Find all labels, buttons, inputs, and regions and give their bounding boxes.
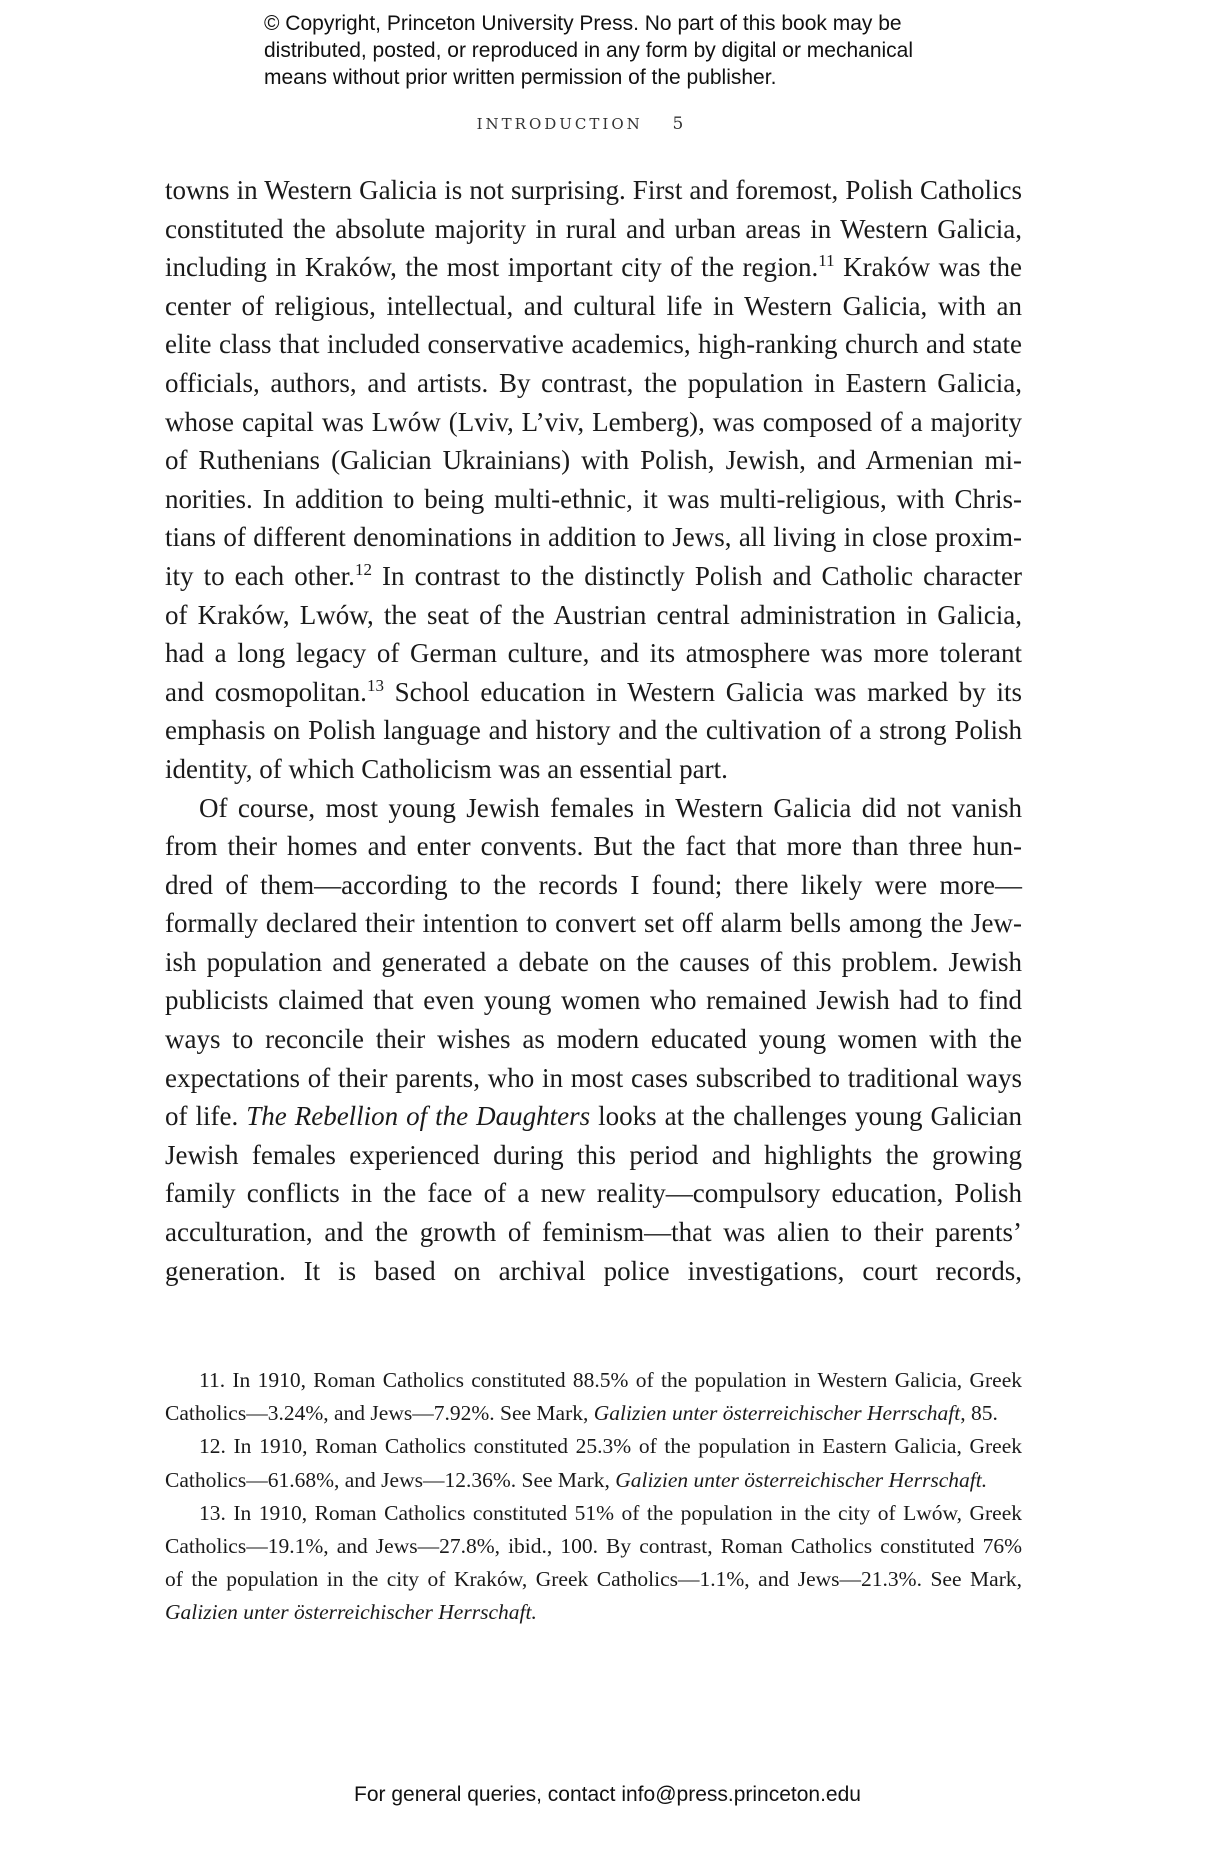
text-run: and cosmopolitan. <box>165 676 367 707</box>
text-run: towns in Western Galicia is not surprising. First and foremost, Polish Catholics <box>165 175 1022 205</box>
text-run: 13. In 1910, Roman Catholics constituted 51% of the population in the city of Lwów, Greek <box>199 1500 1022 1525</box>
text-run: of Kraków, Lwów, the seat of the Austrian central administration in Galicia, <box>165 599 1022 630</box>
text-run: of the population in the city of Kraków, Greek Catholics—1.1%, and Jews—21.3%. See Mark, <box>165 1567 1022 1592</box>
body-line <box>165 557 1022 596</box>
footnote-reference: 11 <box>818 251 835 271</box>
body-line <box>165 981 1022 1020</box>
footnote-line <box>165 1596 1022 1629</box>
body-line <box>165 1174 1022 1213</box>
text-run: from their homes and enter convents. But the fact that more than three hun- <box>165 831 1022 862</box>
text-run: ways to reconcile their wishes as modern educated young women with the <box>165 1024 1022 1055</box>
copyright-line: © Copyright, Princeton University Press. No part of this book may be <box>264 12 902 35</box>
page-number: 5 <box>672 114 684 134</box>
body-line <box>165 518 1022 557</box>
text-run: tians of different denominations in addition to Jews, all living in close proxim- <box>165 522 1022 553</box>
body-line <box>165 1059 1022 1098</box>
footnote-line <box>165 1397 1022 1430</box>
copyright-line: distributed, posted, or reproduced in any form by digital or mechanical <box>264 39 914 62</box>
footnotes <box>165 1364 1022 1630</box>
text-run: elite class that included conservative academics, high-ranking church and state <box>165 329 1022 360</box>
footer-text: For general queries, contact info@press.princeton.edu <box>354 1783 861 1806</box>
body-line <box>165 711 1022 750</box>
body-line <box>165 1252 1022 1291</box>
text-run: 11. In 1910, Roman Catholics constituted 88.5% of the population in Western Galicia, Greek <box>199 1368 1022 1392</box>
italic-title: The Rebellion of the Daughters <box>246 1101 591 1132</box>
body-line <box>165 1020 1022 1059</box>
copyright-notice <box>264 10 1024 91</box>
body-line <box>165 171 1022 210</box>
italic-title: Galizien unter österreichischer Herrschaft <box>593 1401 961 1426</box>
text-run: norities. In addition to being multi-ethnic, it was multi-religious, with Chris- <box>165 483 1022 514</box>
text-run: dred of them—according to the records I found; there likely were more— <box>165 869 1022 900</box>
body-line <box>165 480 1022 519</box>
text-run: Catholics—61.68%, and Jews—12.36%. See Mark, <box>165 1467 616 1492</box>
text-run: ish population and generated a debate on the causes of this problem. Jewish <box>165 946 1022 977</box>
footnote-line <box>165 1464 1022 1497</box>
body-line <box>165 866 1022 905</box>
text-run: publicists claimed that even young women who remained Jewish had to find <box>165 985 1022 1016</box>
footnote-line <box>165 1563 1022 1596</box>
body-line <box>165 596 1022 635</box>
text-run: constituted the absolute majority in rural and urban areas in Western Galicia, <box>165 213 1022 244</box>
body-line <box>165 441 1022 480</box>
footnote-reference: 13 <box>366 675 384 695</box>
footer-contact <box>0 1783 1225 1807</box>
text-run: officials, authors, and artists. By contrast, the population in Eastern Galicia, <box>165 367 1022 398</box>
body-line <box>165 789 1022 828</box>
text-run: 12. In 1910, Roman Catholics constituted 25.3% of the population in Eastern Galicia, Greek <box>199 1434 1022 1459</box>
body-line <box>165 325 1022 364</box>
body-line <box>165 1097 1022 1136</box>
text-run: Catholics—19.1%, and Jews—27.8%, ibid., 100. By contrast, Roman Catholics constituted 76% <box>165 1533 1022 1558</box>
body-line <box>165 364 1022 403</box>
body-line <box>165 248 1022 287</box>
text-run: Kraków was the <box>834 252 1023 283</box>
footnote-reference: 12 <box>354 559 372 579</box>
body-line <box>165 1136 1022 1175</box>
text-run: identity, of which Catholicism was an essential part. <box>165 753 728 784</box>
body-line <box>165 827 1022 866</box>
body-line <box>165 1213 1022 1252</box>
text-run: of life. <box>165 1101 247 1132</box>
text-run: including in Kraków, the most important city of the region. <box>165 252 819 283</box>
text-run: expectations of their parents, who in most cases subscribed to traditional ways <box>165 1062 1022 1093</box>
body-line <box>165 943 1022 982</box>
text-run: of Ruthenians (Galician Ukrainians) with Polish, Jewish, and Armenian mi- <box>165 445 1022 476</box>
text-run: generation. It is based on archival police investigations, court records, <box>165 1255 1022 1286</box>
body-line <box>165 904 1022 943</box>
body-line <box>165 210 1022 249</box>
text-run: acculturation, and the growth of feminism—that was alien to their parents’ <box>165 1217 1022 1248</box>
text-run: emphasis on Polish language and history and the cultivation of a strong Polish <box>165 715 1022 746</box>
text-run: whose capital was Lwów (Lviv, L’viv, Lemberg), was composed of a majority <box>165 406 1022 437</box>
text-run: Catholics—3.24%, and Jews—7.92%. See Mark, <box>165 1401 594 1426</box>
copyright-line: means without prior written permission of the publisher. <box>264 66 777 89</box>
text-run: Jewish females experienced during this period and highlights the growing <box>165 1139 1022 1170</box>
text-run: formally declared their intention to convert set off alarm bells among the Jew- <box>165 908 1022 939</box>
body-text <box>165 171 1022 1290</box>
text-run: had a long legacy of German culture, and its atmosphere was more tolerant <box>165 638 1022 669</box>
body-line <box>165 287 1022 326</box>
text-run: center of religious, intellectual, and cultural life in Western Galicia, with an <box>165 290 1022 321</box>
text-run: , 85. <box>960 1401 998 1426</box>
chapter-title: INTRODUCTION <box>476 115 643 133</box>
body-line <box>165 403 1022 442</box>
text-run: ity to each other. <box>165 560 355 591</box>
italic-title: Galizien unter österreichischer Herrschaft. <box>165 1600 537 1625</box>
body-line <box>165 750 1022 789</box>
footnote-line <box>165 1530 1022 1563</box>
running-head <box>0 114 1160 134</box>
body-line <box>165 673 1022 712</box>
footnote-line <box>165 1497 1022 1530</box>
footnote-line <box>165 1430 1022 1463</box>
text-run: family conflicts in the face of a new reality—compulsory education, Polish <box>165 1178 1022 1209</box>
text-run: Of course, most young Jewish females in Western Galicia did not vanish <box>199 792 1022 823</box>
text-run: In contrast to the distinctly Polish and Catholic character <box>371 560 1022 591</box>
text-run: School education in Western Galicia was marked by its <box>383 676 1022 707</box>
text-run: looks at the challenges young Galician <box>590 1101 1022 1132</box>
body-line <box>165 634 1022 673</box>
italic-title: Galizien unter österreichischer Herrschaft. <box>615 1467 988 1492</box>
footnote-line <box>165 1364 1022 1397</box>
